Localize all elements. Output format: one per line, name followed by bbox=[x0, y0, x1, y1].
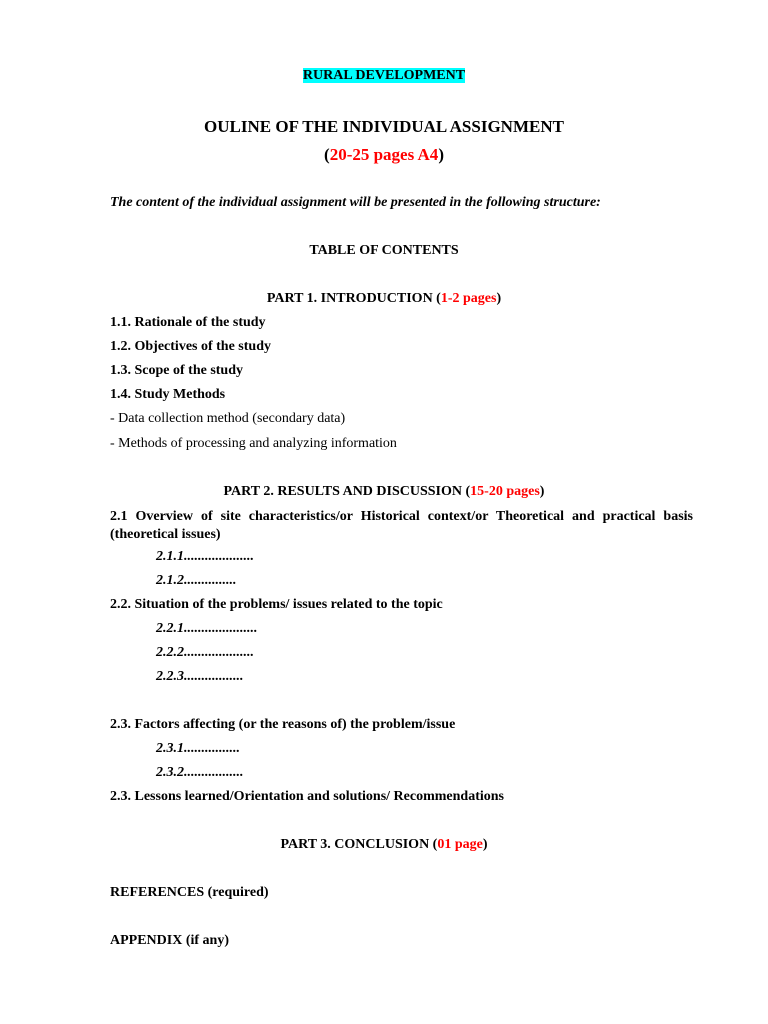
subsection-item: 2.1.2............... bbox=[156, 573, 237, 588]
subsection-item: 2.1.1.................... bbox=[156, 549, 254, 564]
subject-heading bbox=[0, 68, 768, 84]
document-title: OULINE OF THE INDIVIDUAL ASSIGNMENT bbox=[204, 117, 564, 136]
part1-heading: PART 1. INTRODUCTION (1-2 pages) bbox=[266, 291, 502, 306]
part3-pages: 01 page bbox=[437, 837, 483, 852]
toc-item: 1.4. Study Methods bbox=[110, 387, 226, 402]
appendix-heading: APPENDIX (if any) bbox=[110, 933, 229, 948]
part2-pages: 15-20 pages bbox=[470, 484, 540, 499]
section-2-1: 2.1 Overview of site characteristics/or Historical context/or Theoretical and practical basis (theoretical issues) bbox=[110, 509, 693, 542]
part3-heading: PART 3. CONCLUSION (01 page) bbox=[280, 837, 488, 852]
toc-item: 1.2. Objectives of the study bbox=[110, 339, 271, 354]
section-2-3-lessons: 2.3. Lessons learned/Orientation and solutions/ Recommendations bbox=[110, 789, 504, 804]
method-item: - Data collection method (secondary data) bbox=[110, 411, 346, 426]
method-item: - Methods of processing and analyzing information bbox=[110, 436, 397, 451]
intro-text: The content of the individual assignment will be presented in the following structure: bbox=[110, 195, 601, 210]
toc-item: 1.3. Scope of the study bbox=[110, 363, 244, 378]
subject-highlight: RURAL DEVELOPMENT bbox=[302, 68, 466, 83]
part2-heading: PART 2. RESULTS AND DISCUSSION (15-20 pages) bbox=[223, 484, 545, 499]
length-note: (20-25 pages A4) bbox=[324, 145, 444, 164]
length-value: 20-25 pages A4 bbox=[329, 145, 439, 164]
subsection-item: 2.2.3................. bbox=[156, 669, 244, 684]
toc-item: 1.1. Rationale of the study bbox=[110, 315, 266, 330]
section-2-3: 2.3. Factors affecting (or the reasons of) the problem/issue bbox=[110, 717, 456, 732]
references-heading: REFERENCES (required) bbox=[110, 885, 269, 900]
toc-heading: TABLE OF CONTENTS bbox=[309, 243, 459, 258]
subsection-item: 2.3.1................ bbox=[156, 741, 240, 756]
section-2-2: 2.2. Situation of the problems/ issues related to the topic bbox=[110, 597, 443, 612]
part1-pages: 1-2 pages bbox=[440, 291, 497, 306]
subsection-item: 2.2.2.................... bbox=[156, 645, 254, 660]
subsection-item: 2.3.2................. bbox=[156, 765, 244, 780]
subsection-item: 2.2.1..................... bbox=[156, 621, 258, 636]
